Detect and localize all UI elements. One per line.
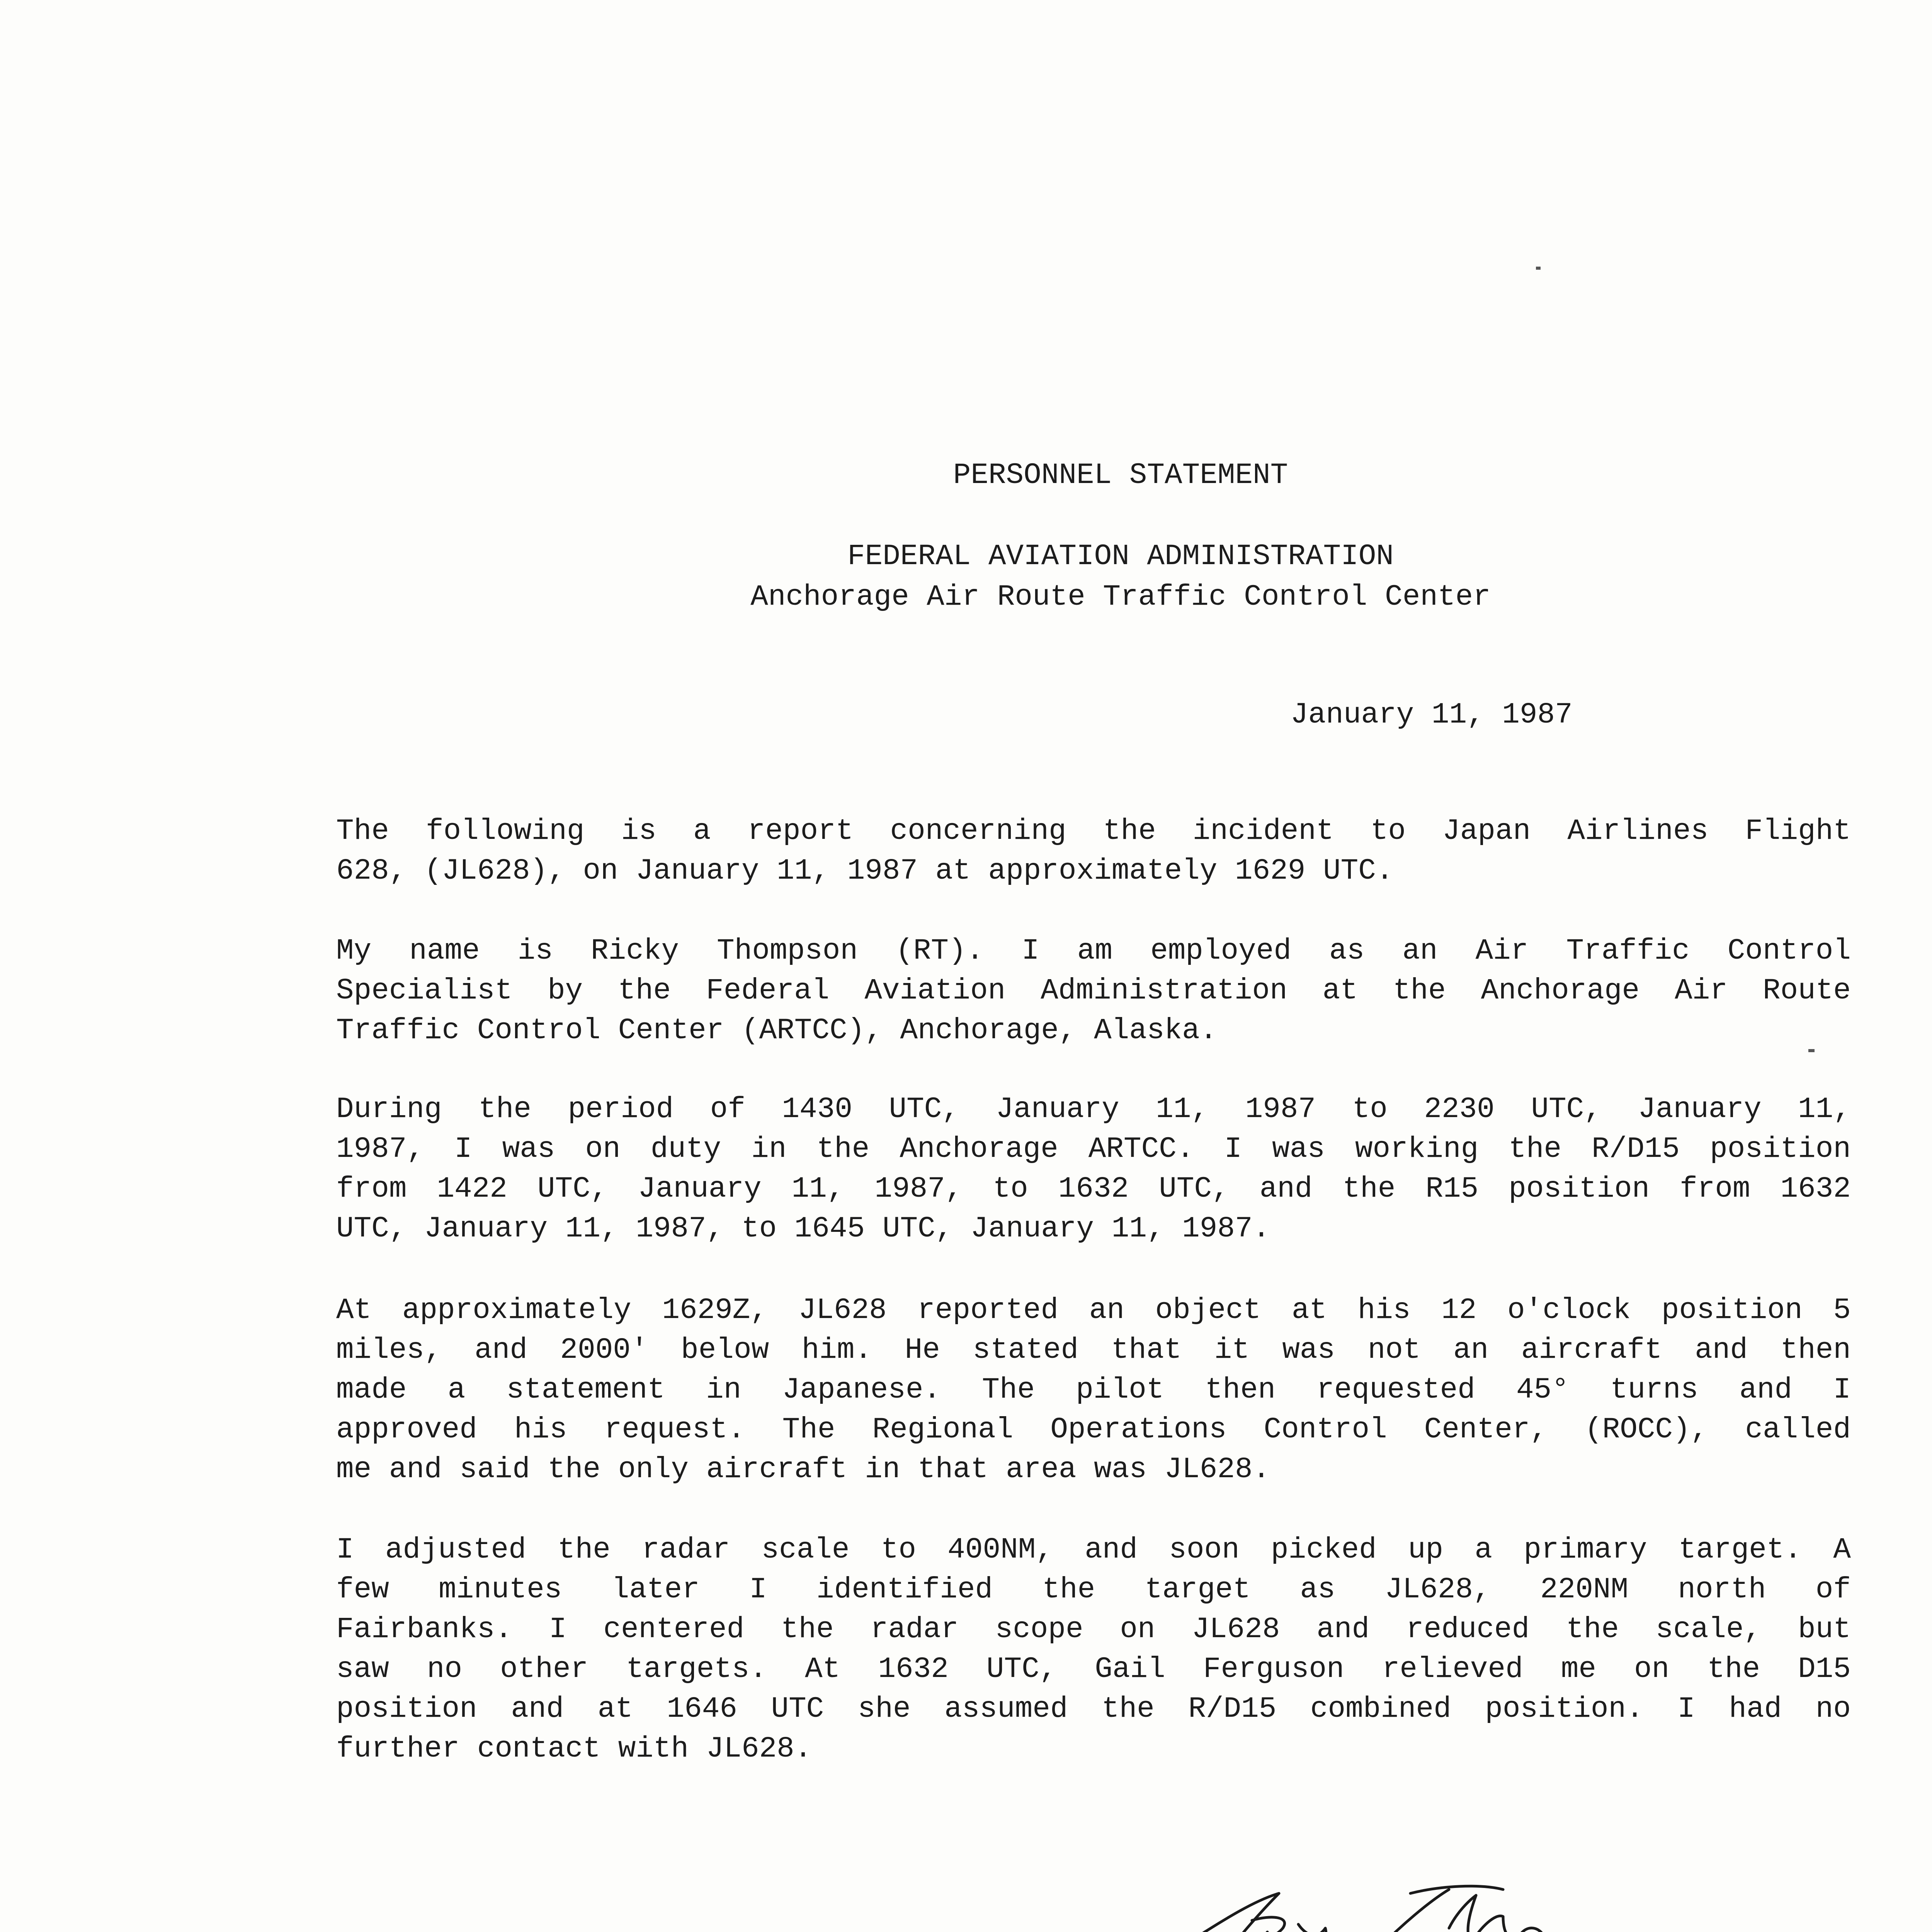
paragraph-2 [336, 931, 1851, 1051]
paragraph-line: The following is a report concerning the incident to Japan Airlines Flight [336, 815, 1851, 848]
paragraph-line: Traffic Control Center (ARTCC), Anchorage, Alaska. [336, 1014, 1218, 1047]
document-title: PERSONNEL STATEMENT [953, 459, 1288, 492]
scan-speck [1536, 267, 1541, 270]
paragraph-line: miles, and 2000' below him. He stated that it was not an aircraft and then [336, 1333, 1851, 1367]
paragraph-line: from 1422 UTC, January 11, 1987, to 1632 UTC, and the R15 position from 1632 [336, 1172, 1851, 1206]
paragraph-line: Specialist by the Federal Aviation Administration at the Anchorage Air Route [336, 974, 1851, 1007]
paragraph-4 [336, 1291, 1851, 1490]
agency-name: FEDERAL AVIATION ADMINISTRATION [847, 540, 1394, 573]
paragraph-line: position and at 1646 UTC she assumed the R/D15 combined position. I had no [336, 1692, 1851, 1726]
paragraph-line: 1987, I was on duty in the Anchorage ARTCC. I was working the R/D15 position [336, 1133, 1851, 1166]
paragraph-line: few minutes later I identified the target as JL628, 220NM north of [336, 1573, 1851, 1606]
paragraph-line: made a statement in Japanese. The pilot then requested 45° turns and I [336, 1373, 1851, 1406]
paragraph-line: 628, (JL628), on January 11, 1987 at approximately 1629 UTC. [336, 854, 1394, 888]
statement-date: January 11, 1987 [1291, 698, 1573, 731]
paragraph-line: approved his request. The Regional Operations Control Center, (ROCC), called [336, 1413, 1851, 1446]
paragraph-line: further contact with JL628. [336, 1732, 812, 1765]
paragraph-5 [336, 1530, 1851, 1769]
scan-speck [1808, 1049, 1815, 1052]
paragraph-line: My name is Ricky Thompson (RT). I am employed as an Air Traffic Control [336, 934, 1851, 968]
facility-name: Anchorage Air Route Traffic Control Center [750, 580, 1491, 614]
paragraph-line: I adjusted the radar scale to 400NM, and soon picked up a primary target. A [336, 1533, 1851, 1566]
paragraph-line: me and said the only aircraft in that area was JL628. [336, 1453, 1270, 1486]
paragraph-line: saw no other targets. At 1632 UTC, Gail Ferguson relieved me on the D15 [336, 1653, 1851, 1686]
paragraph-line: Fairbanks. I centered the radar scope on JL628 and reduced the scale, but [336, 1613, 1851, 1646]
handwritten-signature [1163, 1878, 1851, 1932]
paragraph-1 [336, 811, 1851, 891]
paragraph-line: During the period of 1430 UTC, January 11, 1987 to 2230 UTC, January 11, [336, 1093, 1851, 1126]
paragraph-3 [336, 1090, 1851, 1249]
paragraph-line: At approximately 1629Z, JL628 reported an object at his 12 o'clock position 5 [336, 1294, 1851, 1327]
paragraph-line: UTC, January 11, 1987, to 1645 UTC, January 11, 1987. [336, 1212, 1270, 1245]
